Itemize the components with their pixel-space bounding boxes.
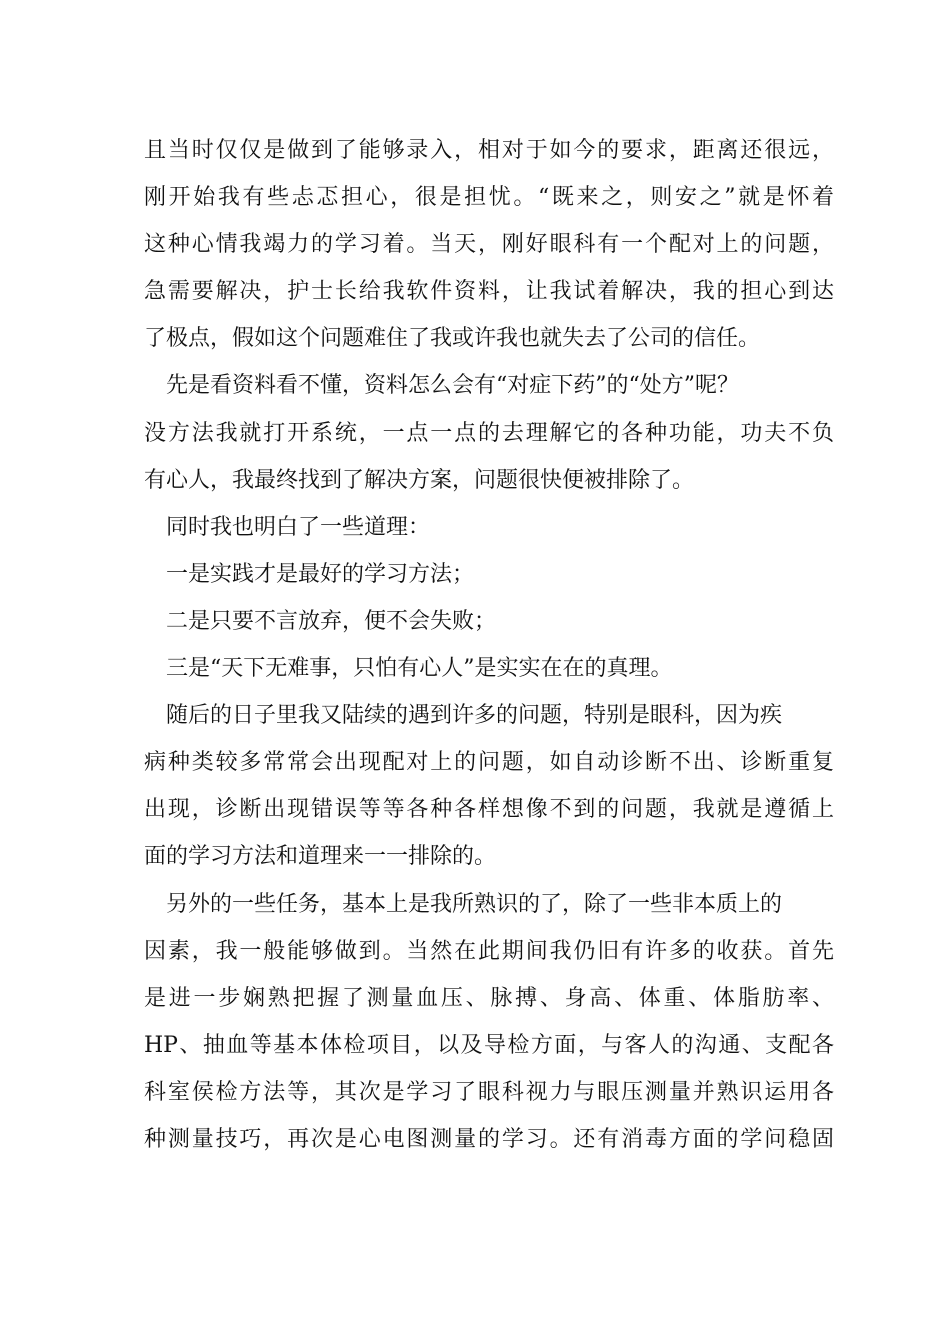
text-line: 出现，诊断出现错误等等各种各样想像不到的问题，我就是遵循上 xyxy=(144,797,834,823)
text-line: 急需要解决，护士长给我软件资料，让我试着解决，我的担心到达 xyxy=(144,279,834,305)
text-line: 且当时仅仅是做到了能够录入，相对于如今的要求，距离还很远， xyxy=(144,138,834,163)
paragraph-first-line: 另外的一些任务，基本上是我所熟识的了，除了一些非本质上的 xyxy=(166,891,783,917)
text-line: HP、抽血等基本体检项目，以及导检方面，与客人的沟通、支配各 xyxy=(144,1032,834,1058)
list-item: 三是“天下无难事，只怕有心人”是实实在在的真理。 xyxy=(166,656,673,682)
body-text xyxy=(144,127,834,1163)
text-line: 有心人，我最终找到了解决方案，问题很快便被排除了。 xyxy=(144,467,695,493)
text-line: 种测量技巧，再次是心电图测量的学习。还有消毒方面的学问稳固 xyxy=(144,1126,834,1152)
text-line: 没方法我就打开系统，一点一点的去理解它的各种功能，功夫不负 xyxy=(144,420,834,446)
paragraph-first-line: 随后的日子里我又陆续的遇到许多的问题，特别是眼科，因为疾 xyxy=(166,703,783,729)
text-line: 因素，我一般能够做到。当然在此期间我仍旧有许多的收获。首先 xyxy=(144,938,834,964)
text-line: 面的学习方法和道理来一一排除的。 xyxy=(144,844,497,870)
list-item: 二是只要不言放弃，便不会失败； xyxy=(166,608,497,634)
text-line: 是进一步娴熟把握了测量血压、脉搏、身高、体重、体脂肪率、 xyxy=(144,985,834,1011)
paragraph-first-line: 先是看资料看不懂，资料怎么会有“对症下药”的“处方”呢？ xyxy=(166,373,739,399)
text-line: 病种类较多常常会出现配对上的问题，如自动诊断不出、诊断重复 xyxy=(144,750,834,776)
text-line: 了极点，假如这个问题难住了我或许我也就失去了公司的信任。 xyxy=(144,326,761,352)
paragraph-first-line: 同时我也明白了一些道理： xyxy=(166,514,431,540)
text-line: 这种心情我竭力的学习着。当天，刚好眼科有一个配对上的问题， xyxy=(144,232,834,258)
text-line: 刚开始我有些忐忑担心，很是担忧。“既来之，则安之”就是怀着 xyxy=(144,185,834,211)
text-line: 科室侯检方法等，其次是学习了眼科视力与眼压测量并熟识运用各 xyxy=(144,1079,834,1105)
list-item: 一是实践才是最好的学习方法； xyxy=(166,561,475,587)
